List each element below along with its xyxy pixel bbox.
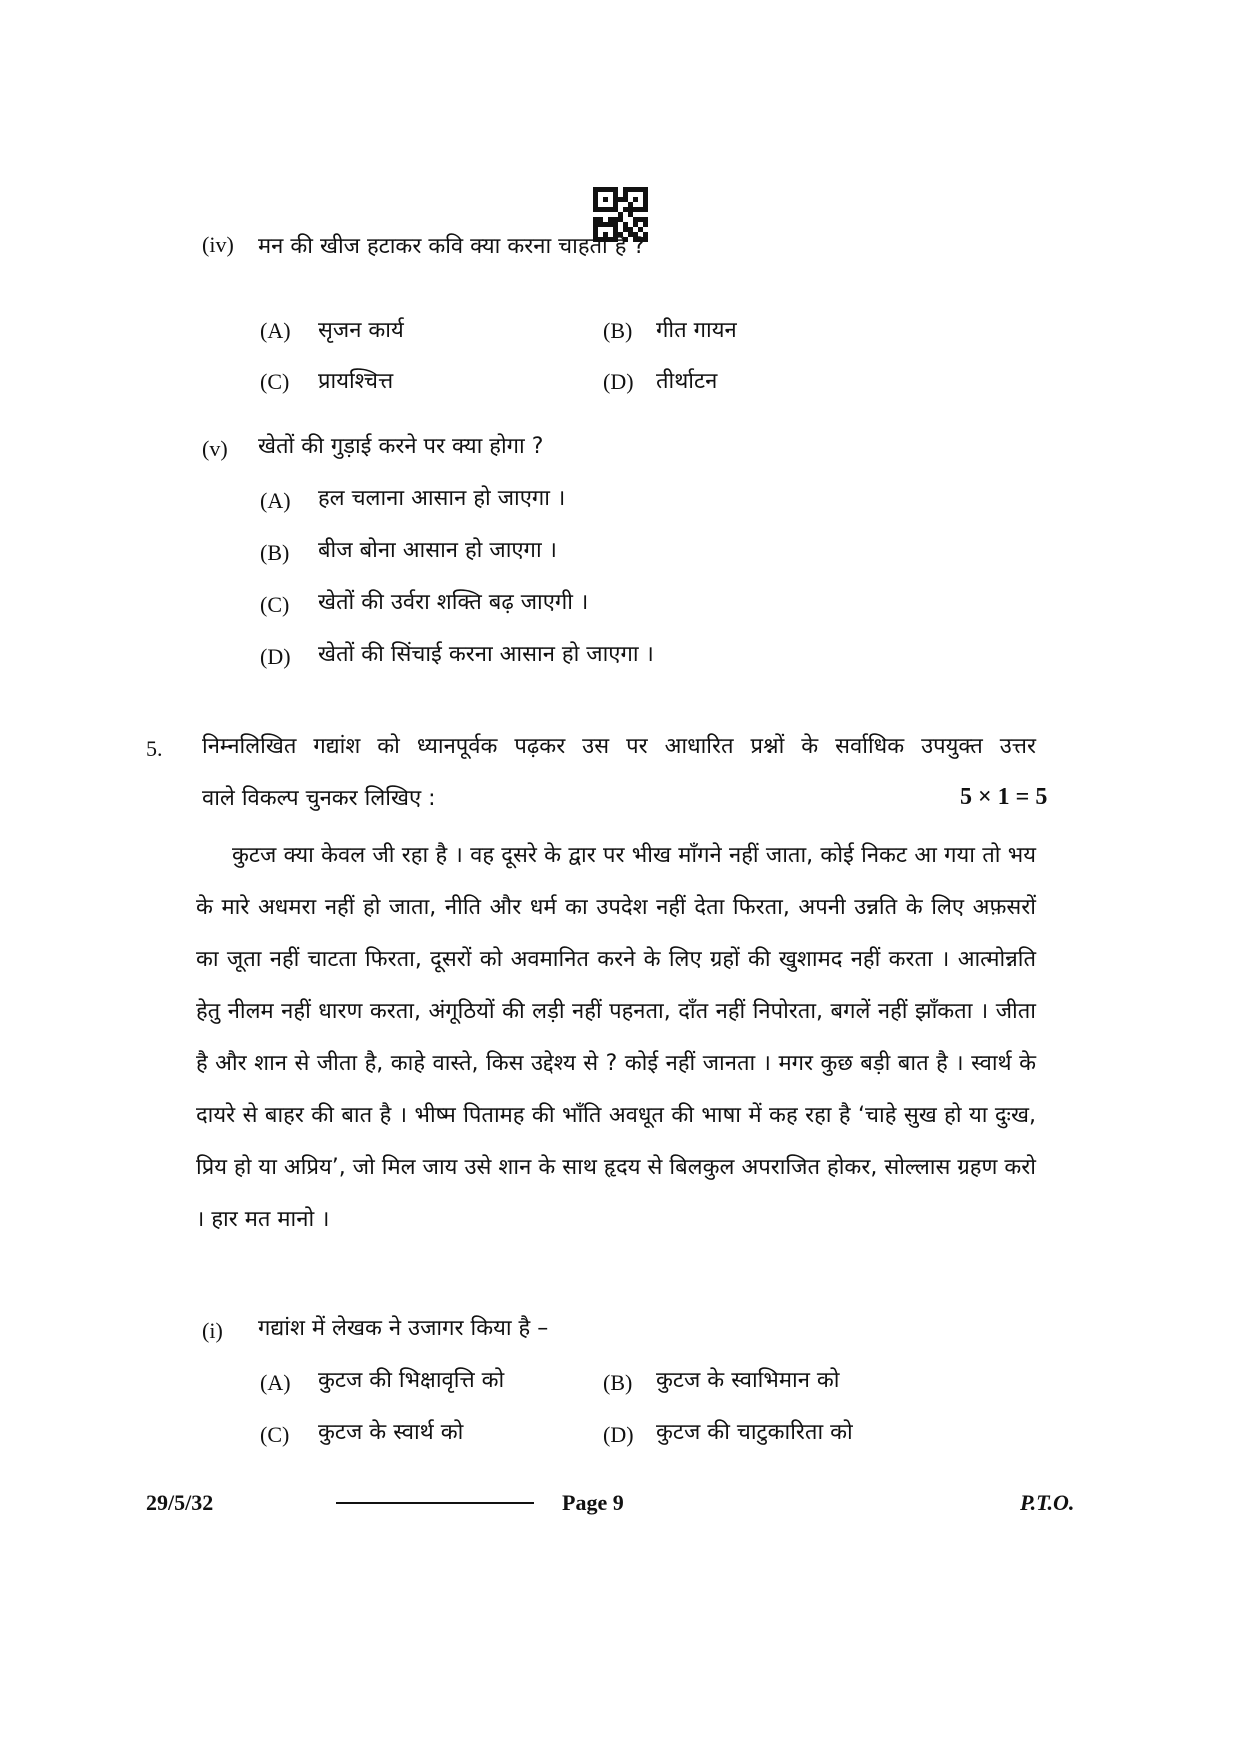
option-label: (A) — [260, 1370, 291, 1395]
marks-allocation: 5 × 1 = 5 — [960, 784, 1048, 810]
option-text: खेतों की उर्वरा शक्ति बढ़ जाएगी । — [318, 590, 589, 615]
paper-code: 29/5/32 — [146, 1490, 214, 1515]
option-text: खेतों की सिंचाई करना आसान हो जाएगा । — [318, 642, 654, 667]
option-text: सृजन कार्य — [318, 318, 404, 343]
option-label: (A) — [260, 318, 291, 343]
option-label: (B) — [260, 540, 290, 565]
option-text: कुटज के स्वार्थ को — [318, 1420, 464, 1445]
question-i-number: (i) — [202, 1318, 223, 1343]
option-text: कुटज की चाटुकारिता को — [656, 1420, 853, 1445]
question-iv-text: मन की खीज हटाकर कवि क्या करना चाहता है ? — [258, 234, 646, 259]
option-label: (D) — [603, 1422, 634, 1447]
question-iv-number: (iv) — [202, 232, 234, 257]
option-label: (B) — [603, 318, 633, 343]
pto-marker: P.T.O. — [1020, 1490, 1075, 1515]
option-label: (C) — [260, 1422, 290, 1447]
question-5-instruction-cont: वाले विकल्प चुनकर लिखिए : — [202, 786, 436, 811]
option-text: गीत गायन — [656, 318, 737, 343]
option-label: (C) — [260, 369, 290, 394]
option-text: प्रायश्चित्त — [318, 369, 394, 394]
question-v-text: खेतों की गुड़ाई करने पर क्या होगा ? — [258, 434, 544, 459]
passage: कुटज क्या केवल जी रहा है । वह दूसरे के द्वार पर भीख माँगने नहीं जाता, कोई निकट आ गया तो भय के मारे अधमरा नहीं हो जाता, नीति और धर्म का उपदेश नहीं देता फिरता, अपनी उन्नति के लिए अफ़सरों का जूता नहीं चाटता फिरता, दूसरों को अवमानित करने के लिए ग्रहों की खुशामद नहीं करता । आत्मोन्नति हेतु नीलम नहीं धारण करता, अंगूठियों की लड़ी नहीं पहनता, दाँत नहीं निपोरता, बगलें नहीं झाँकता । जीता है और शान से जीता है, काहे वास्ते, किस उद्देश्य से ? कोई नहीं जानता । मगर कुछ बड़ी बात है । स्वार्थ के दायरे से बाहर की बात है । भीष्म पितामह की भाँति अवधूत की भाषा में कह रहा है ‘चाहे सुख हो या दुःख, प्रिय हो या अप्रिय’, जो मिल जाय उसे शान के साथ हृदय से बिलकुल अपराजित होकर, सोल्लास ग्रहण करो । हार मत मानो । — [196, 843, 1036, 1232]
option-label: (C) — [260, 592, 290, 617]
option-text: कुटज की भिक्षावृत्ति को — [318, 1368, 505, 1393]
option-label: (B) — [603, 1370, 633, 1395]
footer-rule — [336, 1502, 534, 1504]
question-v-number: (v) — [202, 436, 228, 461]
question-5-instruction: निम्नलिखित गद्यांश को ध्यानपूर्वक पढ़कर उस पर आधारित प्रश्नों के सर्वाधिक उपयुक्त उत्तर — [202, 734, 1036, 759]
option-text: बीज बोना आसान हो जाएगा । — [318, 538, 557, 563]
page-number: Page 9 — [562, 1490, 624, 1515]
question-i-text: गद्यांश में लेखक ने उजागर किया है – — [258, 1316, 549, 1341]
question-5-number: 5. — [146, 736, 163, 761]
option-text: कुटज के स्वाभिमान को — [656, 1368, 840, 1393]
option-label: (D) — [260, 644, 291, 669]
option-label: (D) — [603, 369, 634, 394]
option-label: (A) — [260, 488, 291, 513]
option-text: तीर्थाटन — [656, 369, 718, 394]
option-text: हल चलाना आसान हो जाएगा । — [318, 486, 566, 511]
